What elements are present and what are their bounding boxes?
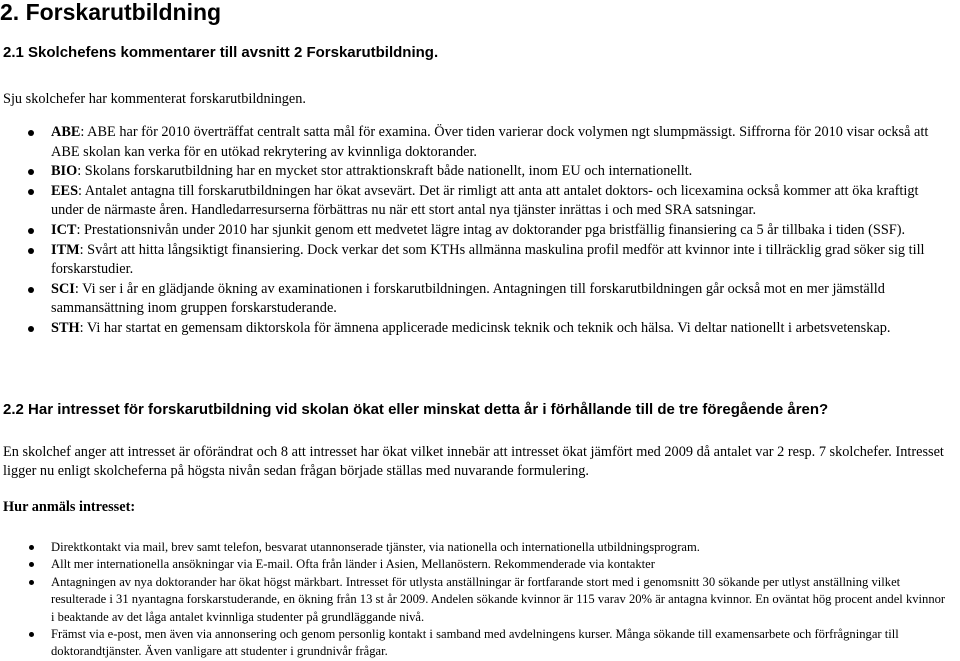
- school-comments-list: [0, 123, 948, 339]
- section-intro: Sju skolchefer har kommenterat forskarutbildningen.: [3, 91, 306, 107]
- list-item-text: Antagningen av nya doktorander har ökat högst märkbart. Intresset för utlysta anställningar är fortfarande stort med i genomsnitt 30 sökande per utlyst anställning vilket resulterade i 31 nyantagna forskarstuderande, en ökning från 13 st år 2009. Andelen sökande kvinnor är 115 varav 20% är antagna kvinnor. En oväntat hög procent andel kvinnor i beaktande av det låga antalet kvinnliga studenter på grundläggande nivå.: [51, 574, 946, 624]
- bullet-icon: [28, 228, 34, 234]
- school-comment: : Vi ser i år en glädjande ökning av examinationen i forskarutbildningen. Antagningen till forskarutbildningen går också mot en mer jämställd sammansättning inom gruppen forskarstuderande.: [51, 280, 885, 317]
- interest-list: [0, 539, 948, 661]
- bullet-icon: [29, 632, 34, 637]
- list-item-sci: [0, 280, 948, 319]
- list-item-itm: [0, 241, 948, 280]
- list-item-abe: [0, 123, 948, 162]
- bullet-icon: [28, 248, 34, 254]
- section-paragraph: En skolchef anger att intresset är oförändrat och 8 att intresset har ökat vilket innebär att intresset ökat jämfört med 2009 då antalet var 2 resp. 7 skolchefer. Intresset ligger nu enligt skolcheferna på högsta nivån sedan frågan började ställas med nuvarande formulering.: [3, 444, 944, 479]
- list-item: [0, 574, 948, 626]
- list-item-bio: [0, 162, 948, 182]
- list-item-sth: [0, 319, 948, 339]
- bullet-icon: [28, 326, 34, 332]
- list-item: [0, 539, 948, 556]
- chapter-heading: 2. Forskarutbildning: [0, 0, 222, 25]
- list-item-ees: [0, 182, 948, 221]
- bullet-icon: [28, 287, 34, 293]
- section-heading-2-1: 2.1 Skolchefens kommentarer till avsnitt 2 Forskarutbildning.: [3, 44, 439, 61]
- school-label: EES: [51, 182, 79, 199]
- subheading: Hur anmäls intresset:: [3, 499, 136, 515]
- school-comment: : Vi har startat en gemensam diktorskola för ämnena applicerade medicinsk teknik och teknik och hälsa. Vi deltar nationellt i arbetsvetenskap.: [79, 319, 891, 336]
- bullet-icon: [29, 545, 34, 550]
- school-label: SCI: [51, 280, 75, 297]
- list-item: [0, 626, 948, 661]
- school-comment: : Skolans forskarutbildning har en mycket stor attraktionskraft både nationellt, inom EU och internationellt.: [77, 163, 693, 180]
- bullet-icon: [28, 130, 34, 136]
- section-heading-2-2: 2.2 Har intresset för forskarutbildning vid skolan ökat eller minskat detta år i förhållande till de tre föregående åren?: [3, 401, 829, 418]
- school-comment: : Antalet antagna till forskarutbildningen har ökat avsevärt. Det är rimligt att anta att antalet doktors- och licexamina också kommer att öka kraftigt under de närmaste åren. Handledarresurserna förbättras nu när ett stort antal nya tjänster inrättas i och med SRA satsningar.: [51, 182, 919, 219]
- list-item-text: Främst via e-post, men även via annonsering och genom personlig kontakt i samband med avdelningens kurser. Många sökande till examensarbete och förfrågningar till doktorandtjänster. Även vanligare att studenter i grundnivår frågar.: [51, 627, 899, 659]
- school-label: ITM: [51, 241, 80, 258]
- school-comment: : Svårt att hitta långsiktigt finansiering. Dock verkar det som KTHs allmänna maskulina profil medför att kvinnor inte i tillräcklig grad söker sig till forskarstudier.: [51, 241, 925, 278]
- school-label: STH: [51, 319, 80, 336]
- list-item-ict: [0, 221, 948, 241]
- school-comment: : ABE har för 2010 överträffat centralt satta mål för examina. Över tiden varierar dock volymen ngt slumpmässigt. Siffrorna för 2010 visar också att ABE skolan kan verka för en utökad rekrytering av kvinnliga doktorander.: [51, 124, 929, 160]
- bullet-icon: [28, 189, 34, 195]
- bullet-icon: [29, 562, 34, 567]
- school-label: ICT: [51, 221, 77, 238]
- list-item-text: Allt mer internationella ansökningar via E-mail. Ofta från länder i Asien, Mellanöstern. Rekommenderade via kontakter: [51, 557, 655, 572]
- list-item-text: Direktkontakt via mail, brev samt telefon, besvarat utannonserade tjänster, via nationella och internationella utbildningsprogram.: [51, 540, 700, 554]
- bullet-icon: [28, 169, 34, 175]
- school-label: ABE: [51, 124, 81, 140]
- list-item: [0, 556, 948, 573]
- school-comment: : Prestationsnivån under 2010 har sjunkit genom ett medvetet lägre intag av doktorander pga bristfällig finansiering ca 5 år tillbaka i tiden (SSF).: [76, 221, 906, 238]
- school-label: BIO: [51, 163, 78, 180]
- bullet-icon: [29, 580, 34, 585]
